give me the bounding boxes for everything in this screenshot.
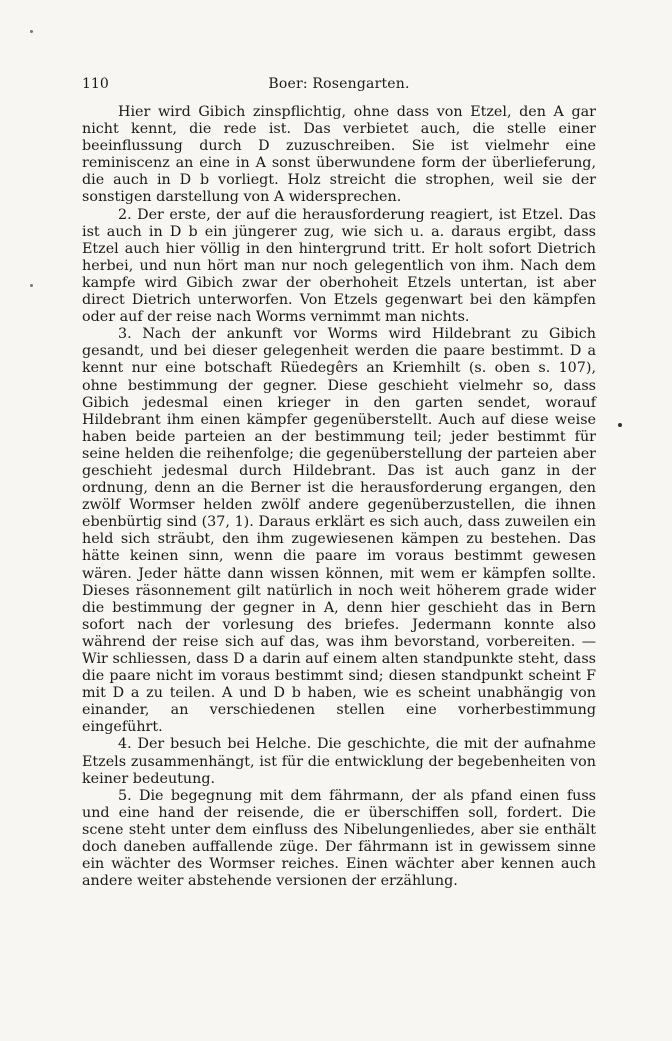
running-title: Boer: Rosengarten. bbox=[268, 76, 410, 92]
margin-speck-right bbox=[618, 423, 622, 427]
paragraph-4: 4. Der besuch bei Helche. Die geschichte, die mit der aufnahme Etzels zusammenhängt, ist für die entwicklung der begebenheiten von keiner bedeutung. bbox=[82, 736, 596, 787]
paragraph-2: 2. Der erste, der auf die herausforderung reagiert, ist Etzel. Das ist auch in D b ein jüngerer zug, wie sich u. a. daraus ergibt, dass Etzel auch hier völlig in den hintergrund tritt. Er holt sofort Dietrich herbei, und nun hört man nur noch gelegentlich von ihm. Nach dem kampfe wird Gibich zwar der oberhoheit Etzels untertan, ist aber direct Dietrich unterworfen. Von Etzels gegenwart bei den kämpfen oder auf der reise nach Worms vernimmt man nichts. bbox=[82, 206, 596, 326]
paragraph-1: Hier wird Gibich zinspflichtig, ohne dass von Etzel, den A gar nicht kennt, die rede ist. Das verbietet auch, die stelle einer beeinflussung durch D zuzuschreiben. Sie ist vielmehr eine reminiscenz an eine in A sonst überwundene form der überlieferung, die auch in D b vorliegt. Holz streicht die strophen, weil sie der sonstigen darstellung von A widersprechen. bbox=[82, 104, 596, 206]
paragraph-3: 3. Nach der ankunft vor Worms wird Hildebrant zu Gibich gesandt, und bei dieser gelegenheit werden die paare bestimmt. D a kennt nur eine botschaft Rüedegêrs an Kriemhilt (s. oben s. 107), ohne bestimmung der gegner. Diese geschieht vielmehr so, dass Gibich jedesmal einen krieger in den garten sendet, worauf Hildebrant ihm einen kämpfer gegenüberstellt. Auch auf diese weise haben beide parteien an der bestimmung teil; jeder bestimmt für seine helden die reihenfolge; die gegenüberstellung der parteien aber geschieht jedesmal durch Hildebrant. Das ist auch ganz in der ordnung, denn an die Berner ist die herausforderung ergangen, den zwölf Wormser helden zwölf andere gegenüberzustellen, die ihnen ebenbürtig sind (37, 1). Daraus erklärt es sich auch, dass zuweilen ein held sich sträubt, den ihm zugewiesenen kämpen zu bestehen. Das hätte keinen sinn, wenn die paare im voraus bestimmt gewesen wären. Jeder hätte dann wissen können, mit wem er kämpfen sollte. Dieses räsonnement gilt natürlich in noch weit höherem grade wider die bestimmung der gegner in A, denn hier geschieht das in Bern sofort nach der vorlesung des briefes. Jedermann konnte also während der reise sich auf das, was ihm bevorstand, vorbereiten. — Wir schliessen, dass D a darin auf einem alten standpunkte steht, dass die paare nicht im voraus bestimmt sind; diesen standpunkt scheint F mit D a zu teilen. A und D b haben, wie es scheint unabhängig von einander, an verschiedenen stellen eine vorherbestimmung eingeführt. bbox=[82, 326, 596, 736]
body-text bbox=[82, 104, 596, 890]
page-number: 110 bbox=[82, 76, 109, 92]
page-header bbox=[82, 76, 596, 98]
margin-speck-left bbox=[30, 284, 33, 287]
paragraph-5: 5. Die begegnung mit dem fährmann, der als pfand einen fuss und eine hand der reisende, die er überschiffen soll, fordert. Die scene steht unter dem einfluss des Nibelungenliedes, aber sie enthält doch daneben auffallende züge. Der fährmann ist in gewissem sinne ein wächter des Wormser reiches. Einen wächter aber kennen auch andere weiter abstehende versionen der erzählung. bbox=[82, 787, 596, 890]
document-page bbox=[82, 76, 596, 890]
margin-speck-top-left bbox=[30, 30, 33, 33]
